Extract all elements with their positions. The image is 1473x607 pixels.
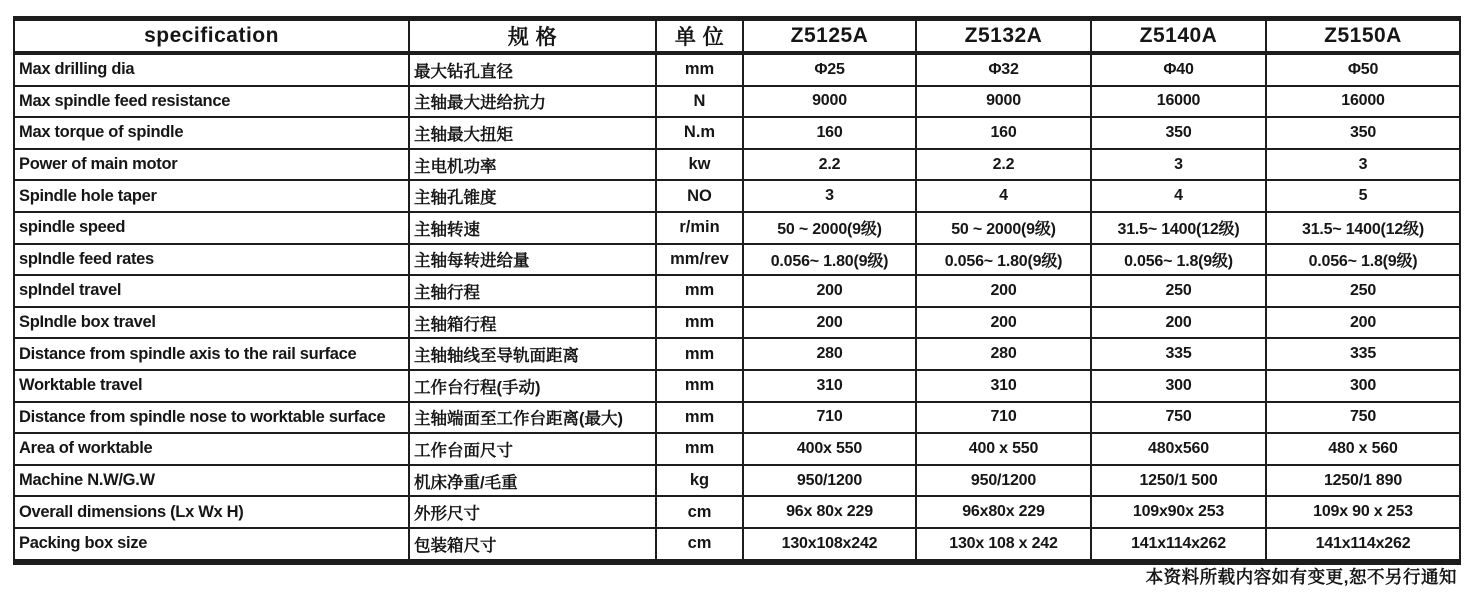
row-spec-cn: 主轴轴线至导轨面距离 bbox=[409, 338, 656, 370]
row-value: 31.5~ 1400(12级) bbox=[1266, 212, 1460, 244]
row-value: 2.2 bbox=[916, 149, 1091, 181]
row-value: 200 bbox=[1091, 307, 1266, 339]
row-spec-en: Max torque of spindle bbox=[14, 117, 409, 149]
row-spec-cn: 主轴箱行程 bbox=[409, 307, 656, 339]
row-unit: N bbox=[656, 86, 743, 118]
row-spec-en: Overall dimensions (Lx Wx H) bbox=[14, 496, 409, 528]
header-unit: 单 位 bbox=[656, 19, 743, 54]
footer-note: 本资料所载内容如有变更,恕不另行通知 bbox=[1145, 567, 1457, 587]
header-specification: specification bbox=[14, 19, 409, 54]
table-row bbox=[14, 433, 1460, 465]
table-row bbox=[14, 275, 1460, 307]
header-model-z5140a: Z5140A bbox=[1091, 19, 1266, 54]
row-spec-en: Spindle hole taper bbox=[14, 180, 409, 212]
row-value: 3 bbox=[743, 180, 916, 212]
row-spec-en: Max spindle feed resistance bbox=[14, 86, 409, 118]
row-spec-cn: 主轴孔锥度 bbox=[409, 180, 656, 212]
row-value: Φ32 bbox=[916, 53, 1091, 86]
row-value: 250 bbox=[1266, 275, 1460, 307]
row-unit: mm bbox=[656, 275, 743, 307]
table-row bbox=[14, 149, 1460, 181]
row-unit: mm/rev bbox=[656, 244, 743, 276]
row-unit: kw bbox=[656, 149, 743, 181]
row-value: 300 bbox=[1091, 370, 1266, 402]
row-spec-cn: 外形尺寸 bbox=[409, 496, 656, 528]
row-spec-en: spIndel travel bbox=[14, 275, 409, 307]
table-row bbox=[14, 180, 1460, 212]
row-unit: kg bbox=[656, 465, 743, 497]
row-spec-cn: 主轴转速 bbox=[409, 212, 656, 244]
row-unit: r/min bbox=[656, 212, 743, 244]
row-spec-en: Max drilling dia bbox=[14, 53, 409, 86]
row-value: 480 x 560 bbox=[1266, 433, 1460, 465]
row-unit: cm bbox=[656, 528, 743, 562]
row-spec-en: Area of worktable bbox=[14, 433, 409, 465]
row-value: 750 bbox=[1091, 402, 1266, 434]
table-row bbox=[14, 402, 1460, 434]
table-header-row bbox=[14, 19, 1460, 54]
row-spec-cn: 主轴每转进给量 bbox=[409, 244, 656, 276]
row-value: 400 x 550 bbox=[916, 433, 1091, 465]
table-body bbox=[14, 53, 1460, 562]
header-model-z5132a: Z5132A bbox=[916, 19, 1091, 54]
row-value: 280 bbox=[916, 338, 1091, 370]
row-value: 950/1200 bbox=[743, 465, 916, 497]
row-unit: mm bbox=[656, 338, 743, 370]
row-value: 335 bbox=[1266, 338, 1460, 370]
row-spec-en: Distance from spindle axis to the rail surface bbox=[14, 338, 409, 370]
row-value: 130x108x242 bbox=[743, 528, 916, 562]
row-value: 310 bbox=[916, 370, 1091, 402]
row-value: 96x 80x 229 bbox=[743, 496, 916, 528]
row-spec-en: Worktable travel bbox=[14, 370, 409, 402]
row-value: 480x560 bbox=[1091, 433, 1266, 465]
row-unit: mm bbox=[656, 307, 743, 339]
table-row bbox=[14, 117, 1460, 149]
row-spec-en: Distance from spindle nose to worktable surface bbox=[14, 402, 409, 434]
row-spec-en: Packing box size bbox=[14, 528, 409, 562]
row-value: 310 bbox=[743, 370, 916, 402]
specification-table bbox=[13, 16, 1461, 565]
row-value: 109x 90 x 253 bbox=[1266, 496, 1460, 528]
row-spec-cn: 主电机功率 bbox=[409, 149, 656, 181]
row-value: 50 ~ 2000(9级) bbox=[916, 212, 1091, 244]
row-value: 16000 bbox=[1091, 86, 1266, 118]
row-value: 109x90x 253 bbox=[1091, 496, 1266, 528]
row-value: Φ25 bbox=[743, 53, 916, 86]
row-value: 350 bbox=[1266, 117, 1460, 149]
row-value: 300 bbox=[1266, 370, 1460, 402]
row-value: 4 bbox=[916, 180, 1091, 212]
row-unit: mm bbox=[656, 433, 743, 465]
row-unit: mm bbox=[656, 53, 743, 86]
row-value: 5 bbox=[1266, 180, 1460, 212]
row-value: 9000 bbox=[916, 86, 1091, 118]
row-value: 200 bbox=[1266, 307, 1460, 339]
row-spec-cn: 最大钻孔直径 bbox=[409, 53, 656, 86]
row-value: 950/1200 bbox=[916, 465, 1091, 497]
row-value: 200 bbox=[743, 307, 916, 339]
row-spec-cn: 机床净重/毛重 bbox=[409, 465, 656, 497]
table-row bbox=[14, 212, 1460, 244]
row-spec-cn: 工作台行程(手动) bbox=[409, 370, 656, 402]
row-value: 2.2 bbox=[743, 149, 916, 181]
row-value: 400x 550 bbox=[743, 433, 916, 465]
row-value: 200 bbox=[916, 307, 1091, 339]
row-value: 710 bbox=[916, 402, 1091, 434]
table-row bbox=[14, 465, 1460, 497]
row-value: 141x114x262 bbox=[1266, 528, 1460, 562]
table-row bbox=[14, 496, 1460, 528]
table-row bbox=[14, 528, 1460, 562]
row-value: 335 bbox=[1091, 338, 1266, 370]
row-unit: NO bbox=[656, 180, 743, 212]
row-value: 31.5~ 1400(12级) bbox=[1091, 212, 1266, 244]
row-value: 0.056~ 1.80(9级) bbox=[916, 244, 1091, 276]
row-value: 200 bbox=[743, 275, 916, 307]
row-value: 250 bbox=[1091, 275, 1266, 307]
row-value: Φ40 bbox=[1091, 53, 1266, 86]
row-value: 141x114x262 bbox=[1091, 528, 1266, 562]
row-spec-cn: 主轴端面至工作台距离(最大) bbox=[409, 402, 656, 434]
table-row bbox=[14, 338, 1460, 370]
row-spec-en: Power of main motor bbox=[14, 149, 409, 181]
row-spec-en: spindle speed bbox=[14, 212, 409, 244]
row-unit: mm bbox=[656, 402, 743, 434]
row-spec-en: spIndle feed rates bbox=[14, 244, 409, 276]
row-value: 0.056~ 1.8(9级) bbox=[1266, 244, 1460, 276]
row-value: 50 ~ 2000(9级) bbox=[743, 212, 916, 244]
row-value: 96x80x 229 bbox=[916, 496, 1091, 528]
row-value: 1250/1 890 bbox=[1266, 465, 1460, 497]
row-value: 0.056~ 1.80(9级) bbox=[743, 244, 916, 276]
row-value: 0.056~ 1.8(9级) bbox=[1091, 244, 1266, 276]
table-row bbox=[14, 53, 1460, 86]
row-value: 1250/1 500 bbox=[1091, 465, 1266, 497]
row-spec-cn: 主轴行程 bbox=[409, 275, 656, 307]
header-model-z5125a: Z5125A bbox=[743, 19, 916, 54]
row-spec-cn: 包装箱尺寸 bbox=[409, 528, 656, 562]
row-spec-cn: 主轴最大扭矩 bbox=[409, 117, 656, 149]
row-value: 710 bbox=[743, 402, 916, 434]
row-unit: mm bbox=[656, 370, 743, 402]
row-value: 280 bbox=[743, 338, 916, 370]
row-value: 160 bbox=[743, 117, 916, 149]
row-spec-en: SpIndle box travel bbox=[14, 307, 409, 339]
table-row bbox=[14, 86, 1460, 118]
row-value: 750 bbox=[1266, 402, 1460, 434]
row-value: 3 bbox=[1091, 149, 1266, 181]
table-row bbox=[14, 370, 1460, 402]
row-value: 3 bbox=[1266, 149, 1460, 181]
row-value: 160 bbox=[916, 117, 1091, 149]
table-row bbox=[14, 307, 1460, 339]
row-value: 350 bbox=[1091, 117, 1266, 149]
row-spec-en: Machine N.W/G.W bbox=[14, 465, 409, 497]
row-unit: cm bbox=[656, 496, 743, 528]
row-unit: N.m bbox=[656, 117, 743, 149]
table-row bbox=[14, 244, 1460, 276]
header-model-z5150a: Z5150A bbox=[1266, 19, 1460, 54]
header-spec-cn: 规 格 bbox=[409, 19, 656, 54]
row-value: 130x 108 x 242 bbox=[916, 528, 1091, 562]
row-value: 200 bbox=[916, 275, 1091, 307]
row-value: Φ50 bbox=[1266, 53, 1460, 86]
row-value: 4 bbox=[1091, 180, 1266, 212]
row-spec-cn: 工作台面尺寸 bbox=[409, 433, 656, 465]
row-value: 16000 bbox=[1266, 86, 1460, 118]
row-spec-cn: 主轴最大进给抗力 bbox=[409, 86, 656, 118]
row-value: 9000 bbox=[743, 86, 916, 118]
